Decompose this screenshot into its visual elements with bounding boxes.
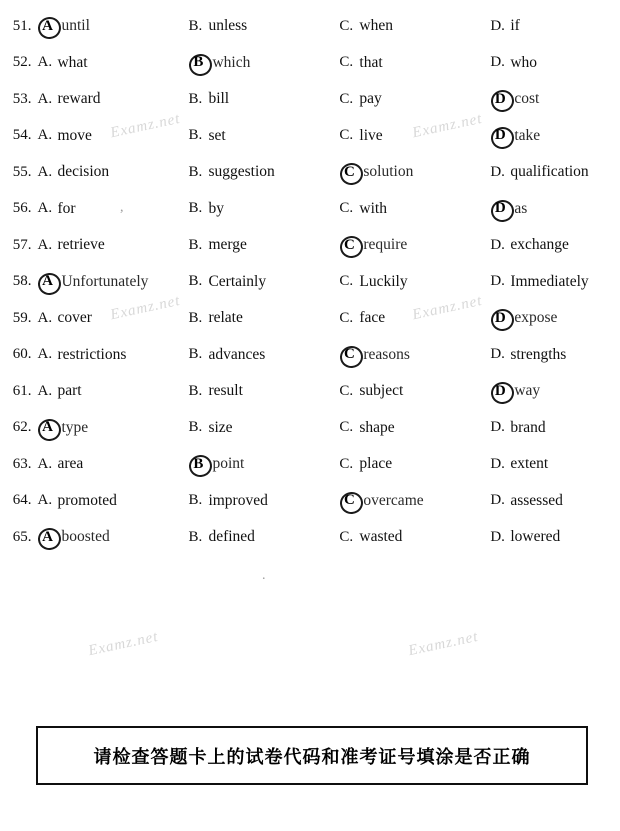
option-d[interactable] bbox=[490, 90, 620, 108]
option-word: area bbox=[57, 455, 84, 473]
option-word: with bbox=[359, 199, 387, 217]
option-word: reward bbox=[57, 90, 101, 108]
option-word: type bbox=[61, 418, 89, 436]
option-letter: C. bbox=[339, 90, 354, 107]
option-word: improved bbox=[208, 491, 268, 509]
option-word: point bbox=[212, 455, 245, 473]
question-row bbox=[0, 8, 620, 45]
selected-answer-circle: D bbox=[490, 383, 510, 400]
option-c[interactable] bbox=[339, 528, 490, 546]
option-letter: A. bbox=[37, 200, 53, 217]
question-row bbox=[0, 45, 620, 82]
option-letter: B. bbox=[188, 127, 203, 144]
option-c[interactable] bbox=[339, 236, 490, 254]
option-b[interactable] bbox=[188, 17, 339, 35]
option-b[interactable] bbox=[188, 90, 339, 108]
option-word: until bbox=[61, 17, 90, 35]
option-word: part bbox=[57, 382, 82, 400]
option-word: relate bbox=[208, 309, 243, 327]
option-word: cover bbox=[57, 309, 92, 327]
notice-box bbox=[36, 726, 588, 785]
option-letter: D. bbox=[490, 236, 505, 253]
question-number: 63. bbox=[12, 455, 32, 472]
question-row bbox=[0, 410, 620, 447]
option-d[interactable] bbox=[490, 346, 620, 364]
option-d[interactable] bbox=[490, 200, 620, 218]
selected-answer-circle: A bbox=[37, 18, 57, 35]
option-letter: D. bbox=[490, 492, 505, 509]
option-c[interactable] bbox=[339, 127, 490, 145]
option-word: brand bbox=[510, 418, 546, 436]
option-b[interactable] bbox=[188, 54, 339, 72]
selected-answer-circle: C bbox=[339, 237, 359, 254]
option-d[interactable] bbox=[490, 492, 620, 510]
question-row bbox=[0, 191, 620, 228]
option-word: pay bbox=[359, 90, 382, 108]
question-number: 54. bbox=[12, 127, 32, 144]
option-letter: A. bbox=[37, 455, 53, 472]
watermark: Examz.net bbox=[109, 292, 182, 324]
question-number: 64. bbox=[12, 492, 32, 509]
option-word: restrictions bbox=[57, 345, 127, 363]
option-a[interactable] bbox=[33, 273, 188, 291]
option-a[interactable] bbox=[33, 419, 188, 437]
option-letter: C. bbox=[339, 455, 354, 472]
option-word: Immediately bbox=[510, 272, 589, 290]
option-c[interactable] bbox=[339, 455, 490, 473]
option-word: retrieve bbox=[57, 236, 105, 254]
option-word: qualification bbox=[510, 163, 589, 181]
option-word: what bbox=[57, 53, 88, 71]
option-letter: B. bbox=[188, 419, 203, 436]
option-d[interactable] bbox=[490, 17, 620, 35]
option-a[interactable] bbox=[33, 528, 188, 546]
option-letter: D. bbox=[490, 528, 505, 545]
question-number: 51. bbox=[12, 17, 32, 34]
selected-answer-circle: A bbox=[37, 419, 57, 436]
option-letter: D. bbox=[490, 346, 505, 363]
option-word: decision bbox=[57, 163, 110, 181]
option-word: face bbox=[359, 309, 386, 327]
option-word: overcame bbox=[363, 491, 424, 509]
selected-answer-circle: B bbox=[188, 54, 208, 71]
option-a[interactable] bbox=[33, 346, 188, 364]
option-c[interactable] bbox=[339, 419, 490, 437]
option-c[interactable] bbox=[339, 200, 490, 218]
option-word: require bbox=[363, 236, 408, 254]
option-word: live bbox=[359, 126, 383, 144]
notice-text: 请检查答题卡上的试卷代码和准考证号填涂是否正确 bbox=[93, 746, 531, 767]
option-letter: A. bbox=[37, 492, 53, 509]
option-c[interactable] bbox=[339, 273, 490, 291]
option-letter: B. bbox=[188, 236, 203, 253]
question-row bbox=[0, 227, 620, 264]
option-word: Luckily bbox=[359, 272, 408, 290]
option-word: merge bbox=[208, 236, 247, 254]
option-letter: A. bbox=[37, 54, 53, 71]
option-word: wasted bbox=[359, 528, 403, 546]
option-word: bill bbox=[208, 90, 230, 108]
option-letter: D. bbox=[490, 17, 505, 34]
selected-answer-circle: D bbox=[490, 91, 510, 108]
option-letter: B. bbox=[188, 346, 203, 363]
option-letter: C. bbox=[339, 309, 354, 326]
option-d[interactable] bbox=[490, 528, 620, 546]
option-a[interactable] bbox=[33, 54, 188, 72]
option-word: cost bbox=[514, 90, 540, 108]
option-letter: B. bbox=[188, 163, 203, 180]
question-number: 55. bbox=[12, 163, 32, 180]
option-b[interactable] bbox=[188, 528, 339, 546]
option-c[interactable] bbox=[339, 17, 490, 35]
option-letter: A. bbox=[37, 236, 53, 253]
option-d[interactable] bbox=[490, 54, 620, 72]
option-a[interactable] bbox=[33, 492, 188, 510]
question-number: 61. bbox=[12, 382, 32, 399]
option-word: lowered bbox=[510, 528, 561, 546]
question-number: 65. bbox=[12, 528, 32, 545]
option-d[interactable] bbox=[490, 236, 620, 254]
option-word: assessed bbox=[510, 491, 563, 509]
option-d[interactable] bbox=[490, 273, 620, 291]
stray-mark: , bbox=[120, 200, 124, 215]
question-row bbox=[0, 300, 620, 337]
option-c[interactable] bbox=[339, 346, 490, 364]
option-word: take bbox=[514, 126, 541, 144]
option-c[interactable] bbox=[339, 492, 490, 510]
option-word: move bbox=[57, 126, 92, 144]
option-b[interactable] bbox=[188, 346, 339, 364]
option-word: when bbox=[359, 17, 393, 35]
option-c[interactable] bbox=[339, 163, 490, 181]
option-word: who bbox=[510, 53, 538, 71]
watermark: Examz.net bbox=[87, 628, 160, 660]
selected-answer-circle: D bbox=[490, 127, 510, 144]
option-letter: B. bbox=[188, 200, 203, 217]
option-word: which bbox=[212, 53, 251, 71]
selected-answer-circle: B bbox=[188, 456, 208, 473]
option-word: subject bbox=[359, 382, 404, 400]
option-word: advances bbox=[208, 345, 266, 363]
option-c[interactable] bbox=[339, 90, 490, 108]
option-word: set bbox=[208, 126, 226, 144]
option-d[interactable] bbox=[490, 419, 620, 437]
question-number: 57. bbox=[12, 236, 32, 253]
option-letter: D. bbox=[490, 163, 505, 180]
option-a[interactable] bbox=[33, 163, 188, 181]
option-word: for bbox=[57, 199, 76, 217]
option-word: that bbox=[359, 53, 383, 71]
option-letter: A. bbox=[37, 127, 53, 144]
option-letter: C. bbox=[339, 54, 354, 71]
option-d[interactable] bbox=[490, 127, 620, 145]
option-b[interactable] bbox=[188, 382, 339, 400]
option-b[interactable] bbox=[188, 163, 339, 181]
option-b[interactable] bbox=[188, 273, 339, 291]
option-letter: B. bbox=[188, 382, 203, 399]
option-a[interactable] bbox=[33, 236, 188, 254]
selected-answer-circle: A bbox=[37, 529, 57, 546]
selected-answer-circle: C bbox=[339, 346, 359, 363]
option-b[interactable] bbox=[188, 455, 339, 473]
option-c[interactable] bbox=[339, 54, 490, 72]
question-row bbox=[0, 118, 620, 155]
option-letter: C. bbox=[339, 273, 354, 290]
selected-answer-circle: C bbox=[339, 164, 359, 181]
option-letter: B. bbox=[188, 528, 203, 545]
question-row bbox=[0, 264, 620, 301]
option-a[interactable] bbox=[33, 90, 188, 108]
question-number: 60. bbox=[12, 346, 32, 363]
selected-answer-circle: D bbox=[490, 310, 510, 327]
option-a[interactable] bbox=[33, 455, 188, 473]
option-letter: B. bbox=[188, 492, 203, 509]
stray-mark: . bbox=[262, 568, 266, 583]
option-letter: A. bbox=[37, 309, 53, 326]
watermark: Examz.net bbox=[411, 292, 484, 324]
option-b[interactable] bbox=[188, 492, 339, 510]
option-word: shape bbox=[359, 418, 395, 436]
option-word: way bbox=[514, 382, 541, 400]
option-b[interactable] bbox=[188, 200, 339, 218]
question-number: 53. bbox=[12, 90, 32, 107]
option-letter: B. bbox=[188, 90, 203, 107]
option-letter: A. bbox=[37, 163, 53, 180]
option-word: Unfortunately bbox=[61, 272, 149, 290]
option-word: suggestion bbox=[208, 163, 275, 181]
option-letter: C. bbox=[339, 528, 354, 545]
option-d[interactable] bbox=[490, 163, 620, 181]
option-d[interactable] bbox=[490, 455, 620, 473]
option-letter: A. bbox=[37, 90, 53, 107]
watermark: Examz.net bbox=[109, 110, 182, 142]
selected-answer-circle: A bbox=[37, 273, 57, 290]
option-letter: B. bbox=[188, 309, 203, 326]
question-number: 52. bbox=[12, 54, 32, 71]
option-letter: B. bbox=[188, 17, 203, 34]
question-number: 56. bbox=[12, 200, 32, 217]
question-number: 62. bbox=[12, 419, 32, 436]
option-a[interactable] bbox=[33, 200, 188, 218]
question-row bbox=[0, 154, 620, 191]
question-row bbox=[0, 446, 620, 483]
option-letter: C. bbox=[339, 200, 354, 217]
option-a[interactable] bbox=[33, 309, 188, 327]
option-word: unless bbox=[208, 17, 248, 35]
selected-answer-circle: C bbox=[339, 492, 359, 509]
option-c[interactable] bbox=[339, 382, 490, 400]
option-a[interactable] bbox=[33, 127, 188, 145]
option-word: solution bbox=[363, 163, 414, 181]
watermark: Examz.net bbox=[411, 110, 484, 142]
option-word: reasons bbox=[363, 345, 410, 363]
option-a[interactable] bbox=[33, 382, 188, 400]
option-word: strengths bbox=[510, 345, 567, 363]
option-word: extent bbox=[510, 455, 549, 473]
question-number: 59. bbox=[12, 309, 32, 326]
option-d[interactable] bbox=[490, 382, 620, 400]
option-letter: B. bbox=[188, 273, 203, 290]
option-word: Certainly bbox=[208, 272, 267, 290]
option-b[interactable] bbox=[188, 127, 339, 145]
question-row bbox=[0, 483, 620, 520]
option-word: result bbox=[208, 382, 243, 400]
selected-answer-circle: D bbox=[490, 200, 510, 217]
option-letter: C. bbox=[339, 419, 354, 436]
option-letter: C. bbox=[339, 17, 354, 34]
option-word: expose bbox=[514, 309, 558, 327]
option-b[interactable] bbox=[188, 309, 339, 327]
option-word: place bbox=[359, 455, 393, 473]
option-letter: D. bbox=[490, 455, 505, 472]
option-d[interactable] bbox=[490, 309, 620, 327]
option-letter: D. bbox=[490, 54, 505, 71]
option-letter: A. bbox=[37, 346, 53, 363]
option-letter: A. bbox=[37, 382, 53, 399]
option-word: exchange bbox=[510, 236, 569, 254]
option-letter: D. bbox=[490, 419, 505, 436]
option-word: promoted bbox=[57, 491, 117, 509]
option-word: boosted bbox=[61, 528, 110, 546]
option-letter: C. bbox=[339, 127, 354, 144]
option-word: size bbox=[208, 418, 233, 436]
question-row bbox=[0, 337, 620, 374]
question-row bbox=[0, 519, 620, 556]
option-word: as bbox=[514, 199, 528, 217]
option-b[interactable] bbox=[188, 419, 339, 437]
question-row bbox=[0, 81, 620, 118]
option-word: by bbox=[208, 199, 224, 217]
option-c[interactable] bbox=[339, 309, 490, 327]
question-row bbox=[0, 373, 620, 410]
option-word: defined bbox=[208, 528, 255, 546]
watermark: Examz.net bbox=[407, 628, 480, 660]
question-number: 58. bbox=[12, 273, 32, 290]
option-b[interactable] bbox=[188, 236, 339, 254]
option-word: if bbox=[510, 17, 520, 35]
option-letter: C. bbox=[339, 382, 354, 399]
option-a[interactable] bbox=[33, 17, 188, 35]
option-letter: D. bbox=[490, 273, 505, 290]
